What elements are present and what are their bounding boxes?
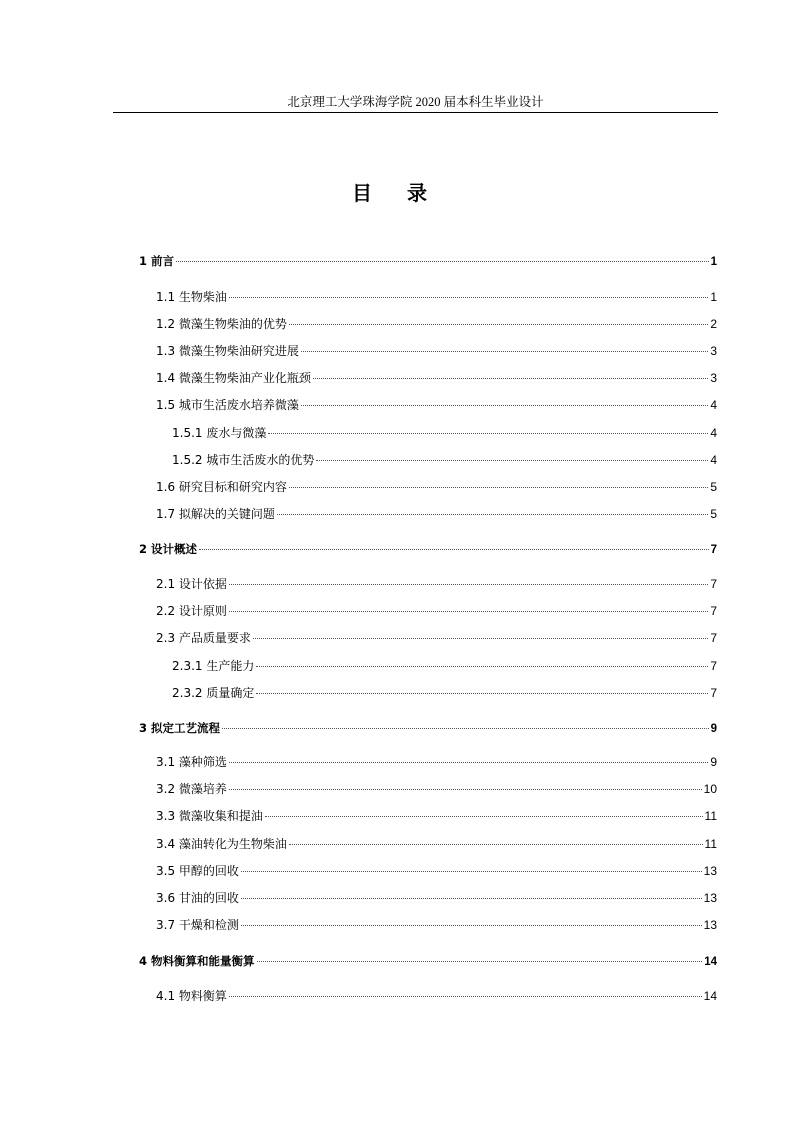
toc-entry[interactable] (156, 889, 717, 906)
toc-entry-page-number: 2 (710, 317, 717, 331)
toc-entry[interactable] (156, 916, 717, 933)
toc-entry-label: 2.3.1 生产能力 (172, 659, 255, 673)
toc-entry-page-number: 7 (710, 604, 717, 618)
toc-dot-leader (229, 599, 708, 612)
toc-dot-leader (229, 777, 702, 790)
toc-entry-page-number: 13 (703, 918, 717, 932)
toc-dot-leader (289, 312, 708, 325)
toc-dot-leader (277, 502, 708, 515)
toc-dot-leader (229, 572, 708, 585)
toc-entry[interactable] (156, 575, 717, 592)
toc-entry[interactable] (139, 252, 717, 270)
toc-entry-page-number: 7 (710, 577, 717, 591)
toc-entry-label: 3.4 藻油转化为生物柴油 (156, 837, 287, 851)
toc-entry-page-number: 7 (710, 631, 717, 645)
toc-entry[interactable] (156, 342, 717, 359)
toc-entry-label: 2.3 产品质量要求 (156, 631, 251, 645)
toc-entry-label: 3.1 藻种筛选 (156, 755, 227, 769)
toc-entry[interactable] (156, 478, 717, 495)
toc-entry[interactable] (172, 451, 717, 468)
toc-entry-label: 1.1 生物柴油 (156, 290, 227, 304)
toc-entry-label: 3.5 甲醇的回收 (156, 864, 239, 878)
toc-dot-leader (241, 886, 702, 899)
toc-dot-leader (257, 949, 703, 962)
toc-entry-label: 2.1 设计依据 (156, 577, 227, 591)
toc-entry-label: 3.7 干燥和检测 (156, 918, 239, 932)
toc-entry-page-number: 11 (704, 837, 717, 851)
toc-dot-leader (253, 626, 708, 639)
toc-entry[interactable] (172, 424, 717, 441)
toc-dot-leader (229, 750, 708, 763)
toc-entry-label: 1.6 研究目标和研究内容 (156, 480, 287, 494)
toc-entry-label: 2.2 设计原则 (156, 604, 227, 618)
toc-dot-leader (301, 393, 708, 406)
toc-entry-label: 2.3.2 质量确定 (172, 686, 255, 700)
toc-entry-label: 1.2 微藻生物柴油的优势 (156, 317, 287, 331)
toc-entry-label: 1.5.2 城市生活废水的优势 (172, 453, 315, 467)
toc-entry[interactable] (139, 952, 717, 970)
toc-entry-label: 3.3 微藻收集和提油 (156, 809, 263, 823)
toc-entry-label: 3.6 甘油的回收 (156, 891, 239, 905)
toc-dot-leader (313, 366, 708, 379)
toc-dot-leader (199, 537, 709, 550)
toc-entry-page-number: 4 (710, 453, 717, 467)
toc-entry-page-number: 14 (704, 956, 717, 968)
toc-entry-page-number: 11 (704, 809, 717, 823)
toc-entry-label: 3 拟定工艺流程 (139, 721, 221, 735)
toc-entry[interactable] (156, 602, 717, 619)
toc-entry-label: 4 物料衡算和能量衡算 (139, 954, 255, 968)
toc-entry-page-number: 1 (710, 290, 717, 304)
toc-entry-page-number: 5 (710, 480, 717, 494)
toc-entry[interactable] (156, 780, 717, 797)
toc-dot-leader (241, 913, 702, 926)
toc-entry[interactable] (156, 315, 717, 332)
toc-entry[interactable] (156, 369, 717, 386)
toc-dot-leader (229, 984, 702, 997)
toc-entry-label: 1.7 拟解决的关键问题 (156, 507, 275, 521)
toc-entry[interactable] (172, 657, 717, 674)
toc-entry-page-number: 4 (710, 398, 717, 412)
toc-entry-page-number: 10 (703, 782, 717, 796)
toc-entry[interactable] (139, 540, 717, 558)
toc-dot-leader (289, 475, 708, 488)
toc-entry-label: 1 前言 (139, 254, 175, 268)
toc-dot-leader (316, 448, 708, 461)
toc-entry-label: 1.5.1 废水与微藻 (172, 426, 267, 440)
toc-entry[interactable] (156, 505, 717, 522)
toc-entry[interactable] (139, 719, 717, 737)
toc-dot-leader (289, 832, 703, 845)
toc-entry-page-number: 13 (703, 864, 717, 878)
toc-dot-leader (268, 421, 708, 434)
toc-entry[interactable] (156, 807, 717, 824)
toc-entry-page-number: 14 (703, 989, 717, 1003)
toc-entry-page-number: 7 (710, 659, 717, 673)
toc-entry-page-number: 4 (710, 426, 717, 440)
toc-entry-label: 1.4 微藻生物柴油产业化瓶颈 (156, 371, 311, 385)
toc-entry[interactable] (156, 862, 717, 879)
toc-entry-page-number: 5 (710, 507, 717, 521)
toc-entry-page-number: 7 (710, 686, 717, 700)
toc-entry-page-number: 3 (710, 371, 717, 385)
toc-dot-leader (222, 716, 709, 729)
toc-entry[interactable] (156, 987, 717, 1004)
toc-entry-page-number: 1 (710, 256, 717, 268)
toc-entry[interactable] (156, 629, 717, 646)
toc-dot-leader (265, 804, 703, 817)
toc-entry-page-number: 13 (703, 891, 717, 905)
toc-entry-label: 1.5 城市生活废水培养微藻 (156, 398, 299, 412)
toc-dot-leader (301, 339, 708, 352)
page-header: 北京理工大学珠海学院 2020 届本科生毕业设计 (287, 95, 544, 109)
toc-entry[interactable] (156, 753, 717, 770)
toc-entry-label: 4.1 物料衡算 (156, 989, 227, 1003)
toc-entry-page-number: 3 (710, 344, 717, 358)
toc-entry-page-number: 9 (710, 723, 717, 735)
toc-entry-label: 1.3 微藻生物柴油研究进展 (156, 344, 299, 358)
toc-entry[interactable] (156, 288, 717, 305)
toc-entry[interactable] (172, 684, 717, 701)
toc-entry-page-number: 7 (710, 544, 717, 556)
toc-entry-label: 3.2 微藻培养 (156, 782, 227, 796)
toc-entry-page-number: 9 (710, 755, 717, 769)
toc-dot-leader (176, 249, 709, 262)
toc-dot-leader (256, 681, 708, 694)
toc-entry[interactable] (156, 835, 717, 852)
toc-dot-leader (229, 285, 708, 298)
toc-entry[interactable] (156, 396, 717, 413)
toc-entry-label: 2 设计概述 (139, 542, 198, 556)
toc-dot-leader (256, 654, 708, 667)
toc-dot-leader (241, 859, 702, 872)
page-title: 目 录 (352, 181, 441, 205)
